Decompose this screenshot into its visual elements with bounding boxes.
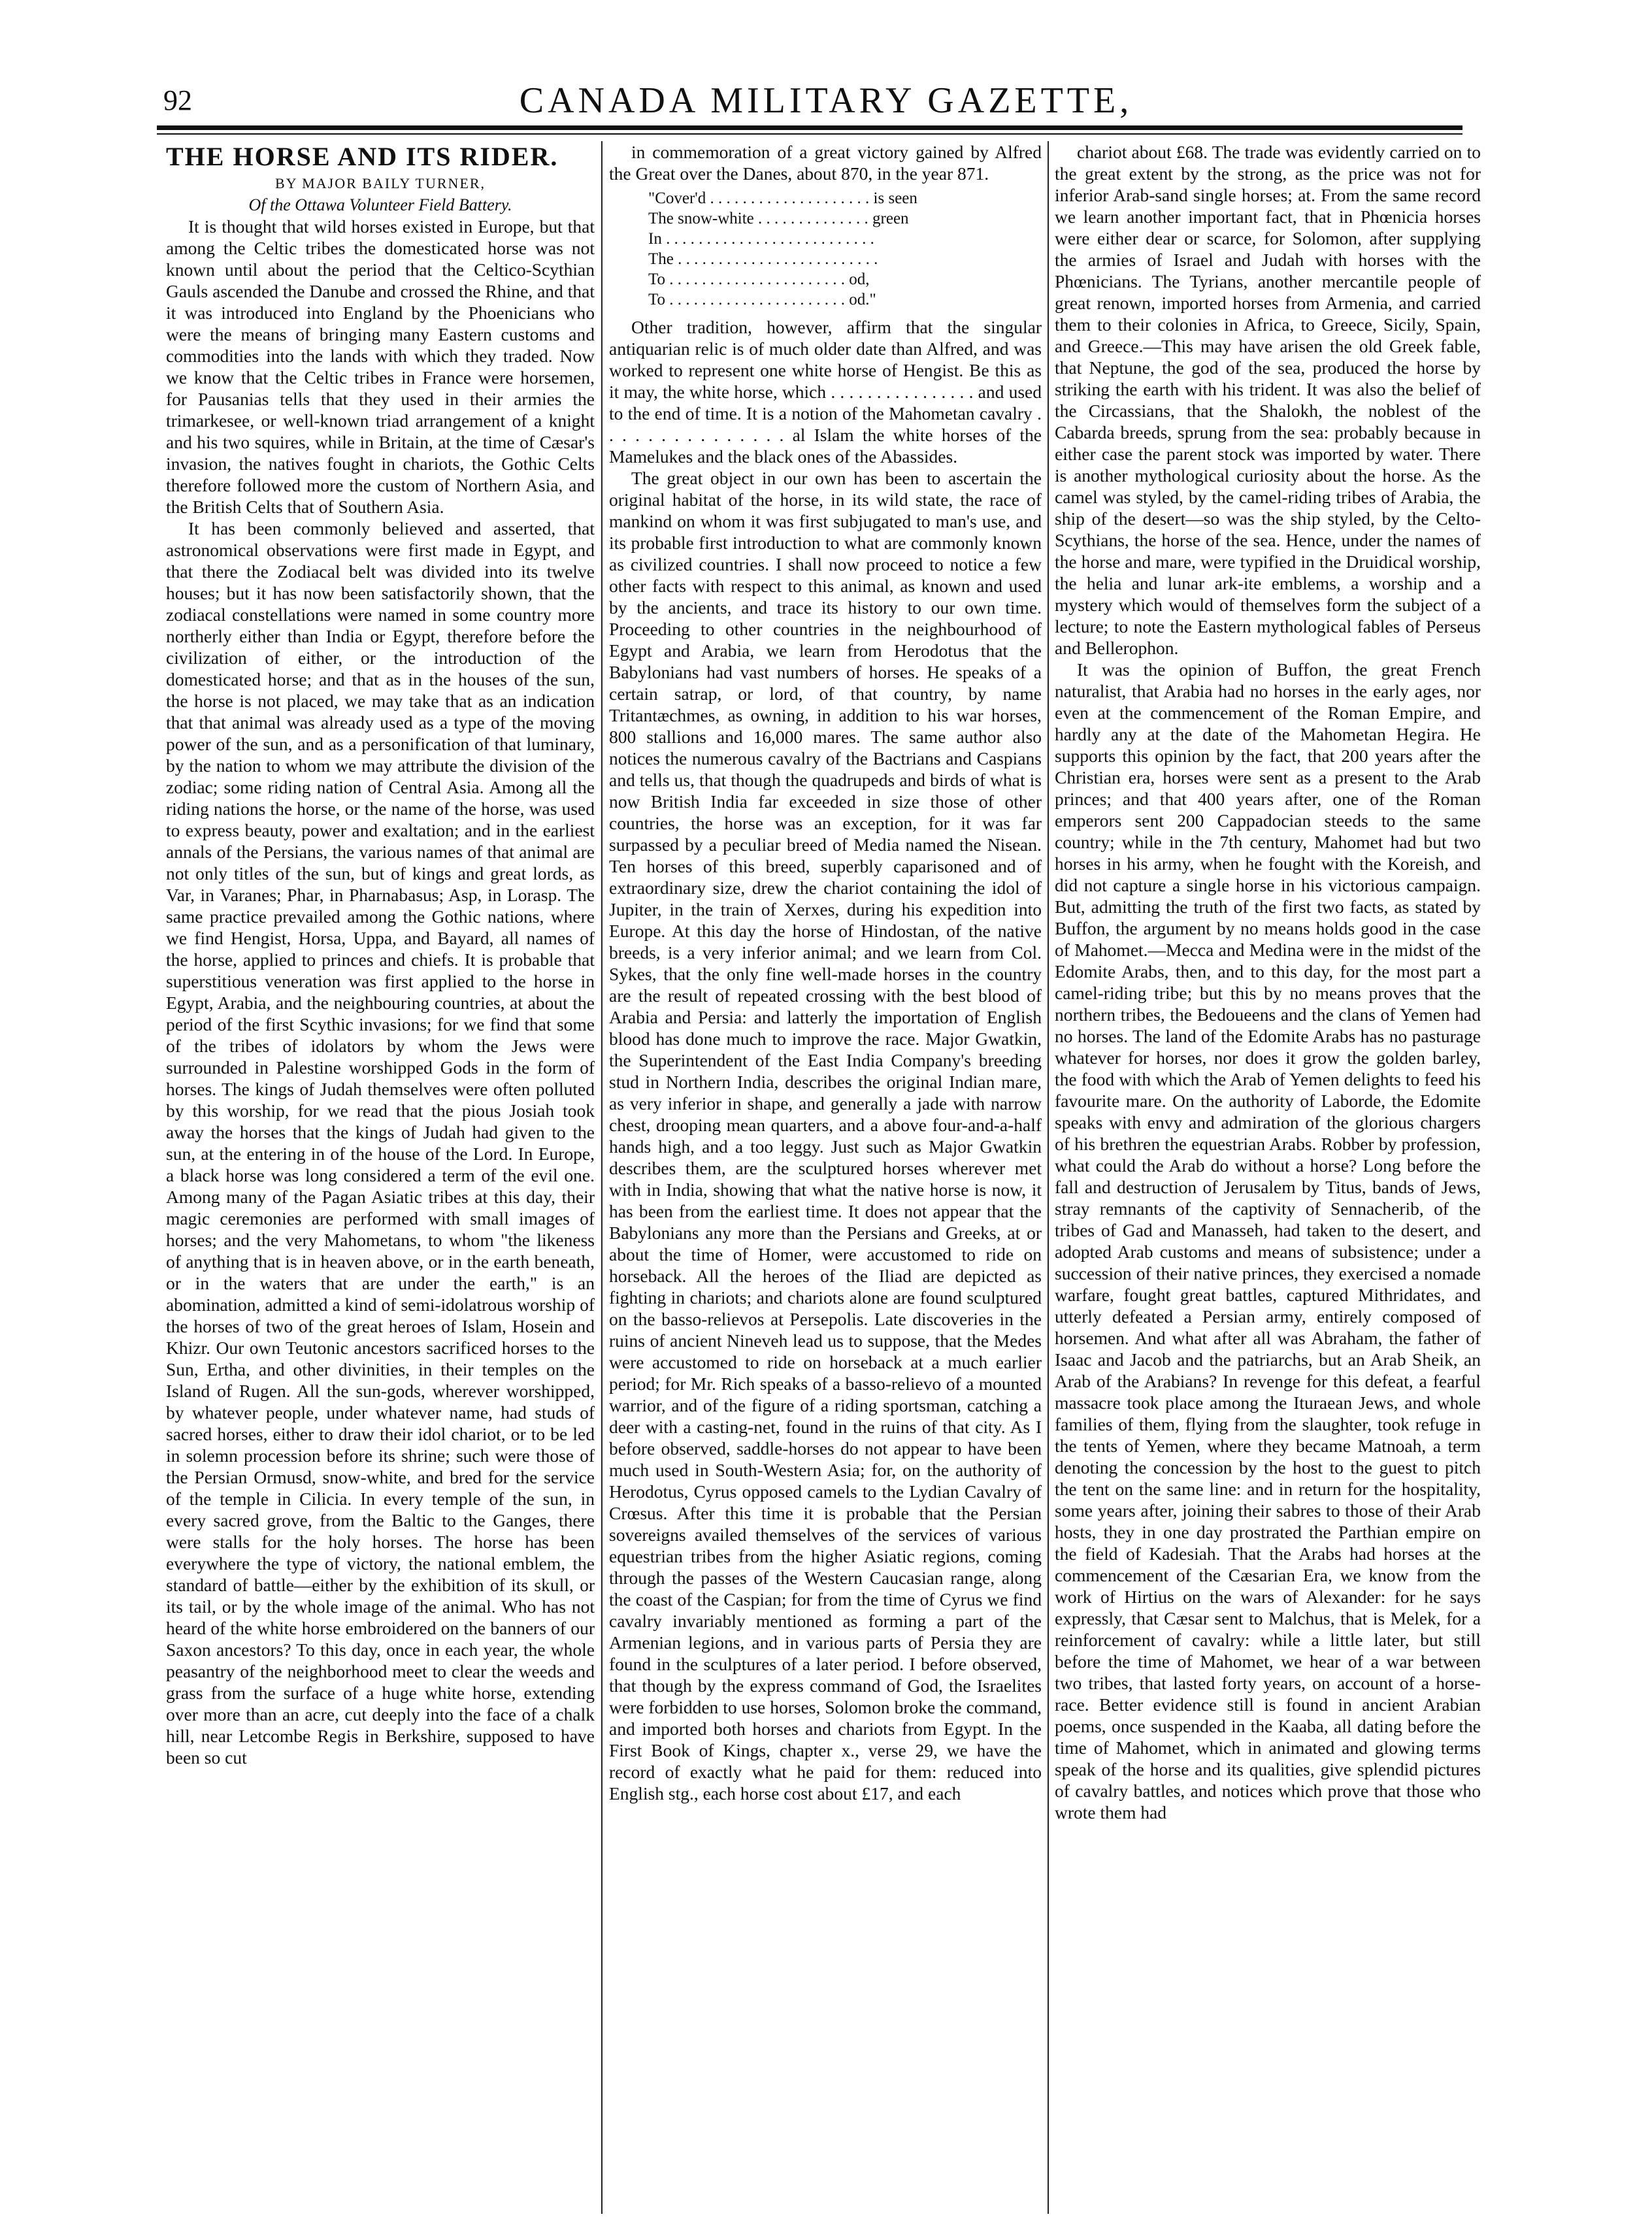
article-title: THE HORSE AND ITS RIDER. xyxy=(166,142,559,171)
article-affiliation: Of the Ottawa Volunteer Field Battery. xyxy=(248,195,512,214)
paragraph: It is thought that wild horses existed in Europe, but that among the Celtic tribes the domesticated horse was not known until about the period that the Celtico-Scythian Gauls ascended the Danube and crossed the Rhine, and that it was introduced into England by the Phoenicians who were the means of bringing many Eastern customs and commodities into the lands with which they traded. Now we know that the Celtic tribes in France were horsemen, for Pausanias tells that they used in their armies the trimarkesee, or well-known triad arrangement of a knight and his two squires, while in Britain, at the time of Cæsar's invasion, the natives fought in chariots, the Gothic Celts therefore followed more the custom of Northern Asia, and the British Celts that of Southern Asia. xyxy=(166,216,595,517)
column-3 xyxy=(1055,141,1481,2209)
paragraph: It has been commonly believed and asserted, that astronomical observations were first made in Egypt, and that there the Zodiacal belt was divided into its twelve houses; but it has now been satisfactorily shown, that the zodiacal constellations were named in some country more northerly either than India or Egypt, therefore before the civilization of either, or the introduction of the domesticated horse; and that as in the houses of the sun, the horse is not placed, we may take that as an indication that that animal was already used as a type of the moving power of the sun, and as a personification of that luminary, by the nation to whom we may attribute the division of the zodiac; some riding nation of Central Asia. Among all the riding nations the horse, or the name of the horse, was used to express beauty, power and exaltation; and in the earliest annals of the Persians, the various names of that animal are not only titles of the sun, but of kings and great lords, as Var, in Varanes; Phar, in Pharnabasus; Asp, in Lorasp. The same practice prevailed among the Gothic nations, where we find Hengist, Horsa, Uppa, and Bayard, all names of the horse, applied to princes and chiefs. It is probable that superstitious veneration was first applied to the horse in Egypt, Arabia, and the neighbouring countries, at about the period of the first Scythic invasions; for we find that some of the tribes of idolators by whom the Jews were surrounded in Palestine worshipped Gods in the form of horses. The kings of Judah themselves were often polluted by this worship, for we read that the pious Josiah took away the horses that the kings of Judah had given to the sun, at the entering in of the house of the Lord. In Europe, a black horse was long considered a term of the evil one. Among many of the Pagan Asiatic tribes at this day, their magic ceremonies are performed with small images of horses; and the very Mahometans, to whom "the likeness of anything that is in heaven above, or in the earth beneath, or in the waters that are under the earth," is an abomination, admitted a kind of semi-idolatrous worship of the horses of two of the great heroes of Islam, Hosein and Khizr. Our own Teutonic ancestors sacrificed horses to the Sun, Ertha, and other divinities, in their temples on the Island of Rugen. All the sun-gods, wherever worshipped, by whatever people, under whatever name, had studs of sacred horses, either to draw their idol chariot, or to be led in solemn procession before its shrine; such were those of the Persian Ormusd, snow-white, and bred for the service of the temple in Cilicia. In every temple of the sun, in every sacred grove, from the Baltic to the Ganges, there were stalls for the holy horses. The horse has been everywhere the type of victory, the national emblem, the standard of battle—either by the exhibition of its skull, or its tail, or by the whole image of the animal. Who has not heard of the white horse embroidered on the banners of our Saxon ancestors? To this day, once in each year, the whole peasantry of the neighborhood meet to clear the weeds and grass from the surface of a huge white horse, extending over more than an acre, cut deeply into the face of a chalk hill, near Letcombe Regis in Berkshire, supposed to have been so cut xyxy=(166,518,595,1768)
verse-line: To . . . . . . . . . . . . . . . . . . . . . . od." xyxy=(648,291,876,308)
verse-line: "Cover'd . . . . . . . . . . . . . . . . . . . . is seen xyxy=(648,189,917,207)
paragraph: in commemoration of a great victory gained by Alfred the Great over the Danes, about 870, in the year 871. xyxy=(609,142,1042,184)
article-byline: BY MAJOR BAILY TURNER, xyxy=(274,175,486,191)
column-1 xyxy=(166,141,595,2209)
column-divider-2 xyxy=(1048,141,1049,2214)
column-divider-1 xyxy=(601,141,603,2214)
verse-line: To . . . . . . . . . . . . . . . . . . . . . . od, xyxy=(648,271,870,288)
masthead-title: CANADA MILITARY GAZETTE, xyxy=(519,80,1133,121)
paragraph: It was the opinion of Buffon, the great French naturalist, that Arabia had no horses in the early ages, nor even at the commencement of the Roman Empire, and hardly any at the date of the Mahometan Hegira. He supports this opinion by the fact, that 200 years after the Christian era, horses were sent as a present to the Arab princes; and that 400 years after, one of the Roman emperors sent 200 Cappadocian steeds to the same country; while in the 7th century, Mahomet had but two horses in his army, when he fought with the Koreish, and did not capture a single horse in his victorious campaign. But, admitting the truth of the first two facts, as stated by Buffon, the argument by no means holds good in the case of Mahomet.—Mecca and Medina were in the midst of the Edomite Arabs, then, and to this day, for the most part a camel-riding tribe; but this by no means proves that the northern tribes, the Bedoueens and the clans of Yemen had no horses. The land of the Edomite Arabs has no pasturage whatever for horses, nor does it grow the golden barley, the food with which the Arab of Yemen delights to feed his favourite mare. On the authority of Laborde, the Edomite speaks with envy and admiration of the glorious chargers of his brethren the equestrian Arabs. Robber by profession, what could the Arab do without a horse? Long before the fall and destruction of Jerusalem by Titus, bands of Jews, stray remnants of the captivity of Sennacherib, of the tribes of Gad and Manasseh, had taken to the desert, and adopted Arab customs and means of subsistence; under a succession of their native princes, they exercised a nomade warfare, fought great battles, captured Mithridates, and utterly defeated a Persian army, entirely composed of horsemen. And what after all was Abraham, the father of Isaac and Jacob and the patriarchs, but an Arab Sheik, an Arab of the Arabians? In revenge for this defeat, a fearful massacre took place among the Ituraean Jews, and whole families of them, flying from the slaughter, took refuge in the tents of Yemen, where they became Matnoah, a term denoting the concession by the host to the guest to pitch the tent on the same line: and in return for the hospitality, some years after, joining their sabres to those of their Arab hosts, they in one day prostrated the Parthian empire on the field of Kadesiah. That the Arabs had horses at the commencement of the Cæsarian Era, we know from the work of Hirtius on the wars of Alexander: for he says expressly, that Cæsar sent to Malchus, that is Melek, for a reinforcement of cavalry: while a little later, but still before the time of Mahomet, we hear of a war between two tribes, that lasted forty years, on account of a horse-race. Better evidence still is found in ancient Arabian poems, once suspended in the Kaaba, all dating before the time of Mahomet, which in animated and glowing terms speak of the horse and its qualities, give splendid pictures of cavalry battles, and notices which prove that those who wrote them had xyxy=(1055,659,1481,1822)
paragraph: The great object in our own has been to ascertain the original habitat of the horse, in its wild state, the race of mankind on whom it was first subjugated to man's use, and its probable first introduction to what are commonly known as civilized countries. I shall now proceed to notice a few other facts with respect to this animal, as known and used by the ancients, and trace its history to our own time. Proceeding to other countries in the neighbourhood of Egypt and Arabia, we learn from Herodotus that the Babylonians had vast numbers of horses. He speaks of a certain satrap, or lord, of that country, by name Tritantæchmes, as owning, in addition to his war horses, 800 stallions and 16,000 mares. The same author also notices the numerous cavalry of the Bactrians and Caspians and tells us, that though the quadrupeds and birds of what is now British India far exceeded in size those of other countries, the horse was an exception, for it was far surpassed by a peculiar breed of Media named the Nisean. Ten horses of this breed, superbly caparisoned and of extraordinary size, drew the chariot containing the idol of Jupiter, in the train of Xerxes, during his expedition into Europe. At this day the horse of Hindostan, of the native breeds, is a very inferior animal; and we learn from Col. Sykes, that the only fine well-made horses in the country are the result of repeated crossing with the best blood of Arabia and Persia: and latterly the importation of English blood has done much to improve the race. Major Gwatkin, the Superintendent of the East India Company's breeding stud in Northern India, describes the original Indian mare, as very inferior in shape, and generally a jade with narrow chest, drooping mean quarters, and a above four-and-a-half hands high, and a too leggy. Just such as Major Gwatkin describes them, are the sculptured horses wherever met with in India, showing that what the native horse is now, it has been from the earliest time. It does not appear that the Babylonians any more than the Persians and Greeks, at or about the time of Homer, were accustomed to ride on horseback. All the heroes of the Iliad are depicted as fighting in chariots; and chariots alone are found sculptured on the basso-relievos at Persepolis. Late discoveries in the ruins of ancient Nineveh lead us to suppose, that the Medes were accustomed to ride on horseback at a much earlier period; for Mr. Rich speaks of a basso-relievo of a mounted warrior, and of the figure of a riding sportsman, catching a deer with a casting-net, found in the ruins of that city. As I before observed, saddle-horses do not appear to have been much used in South-Western Asia; for, on the authority of Herodotus, Cyrus opposed camels to the Lydian Cavalry of Crœsus. After this time it is probable that the Persian sovereigns availed themselves of the services of various equestrian tribes from the higher Asiatic regions, coming through the passes of the Western Caucasian range, along the coast of the Caspian; for from the time of Cyrus we find cavalry invariably mentioned as forming a part of the Armenian legions, and in various parts of Persia they are found in the sculptures of a later period. I before observed, that though by the express command of God, the Israelites were forbidden to use horses, Solomon broke the command, and imported both horses and chariots from Egypt. In the First Book of Kings, chapter x., verse 29, we have the record of exactly what he paid for them: reduced into English stg., each horse cost about £17, and each xyxy=(609,468,1042,1804)
verse-line: The snow-white . . . . . . . . . . . . . . green xyxy=(648,210,909,227)
paragraph: chariot about £68. The trade was evidently carried on to the great extent by the strong, as the price was not for inferior Arab-sand single horses; at. From the same record we learn another important fact, that in Phœnicia horses were either dear or scarce, for Solomon, after supplying the armies of Israel and Judah with horses with the Phœnicians. The Tyrians, another mercantile people of great renown, imported horses from Armenia, and carried them to their colonies in Africa, to Greece, Sicily, Spain, and Greece.—This may have arisen the old Greek fable, that Neptune, the god of the sea, produced the horse by striking the earth with his trident. It was also the belief of the Circassians, that the Shalokh, the noblest of the Cabarda breeds, sprung from the sea: probably because in either case the parent stock was imported by water. There is another mythological curiosity about the horse. As the camel was styled, by the camel-riding tribes of Arabia, the ship of the desert—so was the ship styled, by the Celto-Scythians, the horse of the sea. Hence, under the names of the horse and mare, were typified in the Druidical worship, the helia and lunar ark-ite emblems, a worship and a mystery which would of themselves form the subject of a lecture; to note the Eastern mythological fables of Perseus and Bellerophon. xyxy=(1055,142,1481,658)
verse-line: In . . . . . . . . . . . . . . . . . . . . . . . . . . xyxy=(648,230,874,248)
paragraph: Other tradition, however, affirm that the singular antiquarian relic is of much older date than Alfred, and was worked to represent one white horse of Hengist. Be this as it may, the white horse, which . . . . . . . . . . . . . . . . and used to the end of time. It is a notion of the Mahometan cavalry . . . . . . . . . . . . . . . al Islam the white horses of the Mamelukes and the black ones of the Abassides. xyxy=(609,317,1042,467)
column-2 xyxy=(609,141,1042,2209)
header-rule-thin xyxy=(157,133,1462,135)
header-rule-thick xyxy=(157,125,1462,130)
page-number: 92 xyxy=(163,84,192,116)
verse-quotation xyxy=(609,188,1042,310)
verse-line: The . . . . . . . . . . . . . . . . . . . . . . . . . xyxy=(648,250,878,268)
